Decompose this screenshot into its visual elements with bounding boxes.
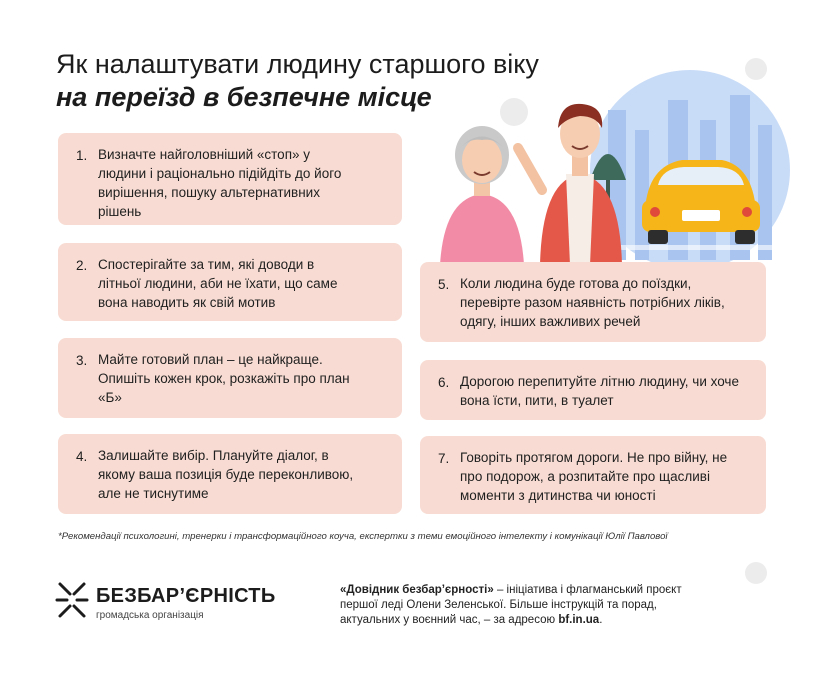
tip-card-2	[58, 243, 402, 321]
logo-name: БЕЗБАР’ЄРНІСТЬ	[96, 585, 276, 607]
barrier-free-logo-icon	[54, 578, 90, 622]
tip-card-5	[420, 262, 766, 342]
tip-text: Дорогою перепитуйте літню людину, чи хоче вона їсти, пити, в туалет	[460, 374, 739, 408]
title-line-1: Як налаштувати людину старшого віку	[56, 49, 539, 79]
car-icon	[642, 160, 760, 244]
tip-number: 6.	[438, 375, 450, 390]
tip-number: 1.	[76, 148, 88, 163]
footer-link[interactable]: bf.in.ua	[558, 614, 600, 626]
tip-text: Залишайте вибір. Плануйте діалог, в якому ваша позиція буде переконливою, але не тиснутиме	[98, 448, 354, 501]
tip-number: 3.	[76, 353, 88, 368]
tip-text: Майте готовий план – це найкраще. Опишіть кожен крок, розкажіть про план «Б»	[98, 352, 350, 405]
tip-number: 7.	[438, 451, 450, 466]
tip-card-6	[420, 360, 766, 420]
tip-number: 5.	[438, 277, 450, 292]
tip-card-3	[58, 338, 402, 418]
footnote: *Рекомендації психологині, тренерки і трансформаційного коуча, експертки з теми емоційного інтелекту і комунікації Юлії Павлової	[58, 531, 668, 542]
elderly-woman-icon	[440, 126, 524, 265]
footer-bold: «Довідник безбар’єрності»	[340, 584, 494, 596]
footer-info	[340, 583, 720, 628]
logo-subtitle: громадська організація	[96, 610, 204, 621]
title-line-2: на переїзд в безпечне місце	[56, 82, 432, 112]
footer-end: .	[599, 614, 603, 626]
decor-circle-bottom	[745, 562, 767, 584]
tip-text: Коли людина буде готова до поїздки, перевірте разом наявність потрібних ліків, одягу, інших важливих речей	[460, 276, 725, 329]
tip-card-1	[58, 133, 402, 225]
footer-text: – ініціатива і флагманський проєкт першої леді Олени Зеленської. Більше інструкцій та порад, актуальних у воєнний час, – за адресою	[340, 584, 682, 626]
tip-text: Говоріть протягом дороги. Не про війну, не про подорож, а розпитайте про щасливі моменти з дитинства чи юності	[460, 450, 728, 503]
illustration-elderly-woman-young-man-car	[430, 70, 790, 265]
tip-text: Спостерігайте за тим, які доводи в літньої людини, аби не їхати, що саме вона наводить як свій мотив	[98, 257, 338, 310]
tip-card-4	[58, 434, 402, 514]
tip-text: Визначте найголовніший «стоп» у людини і раціонально підійдіть до його вирішення, пошуку альтернативних рішень	[98, 147, 342, 219]
tip-card-7	[420, 436, 766, 514]
tip-number: 4.	[76, 449, 88, 464]
tip-number: 2.	[76, 258, 88, 273]
